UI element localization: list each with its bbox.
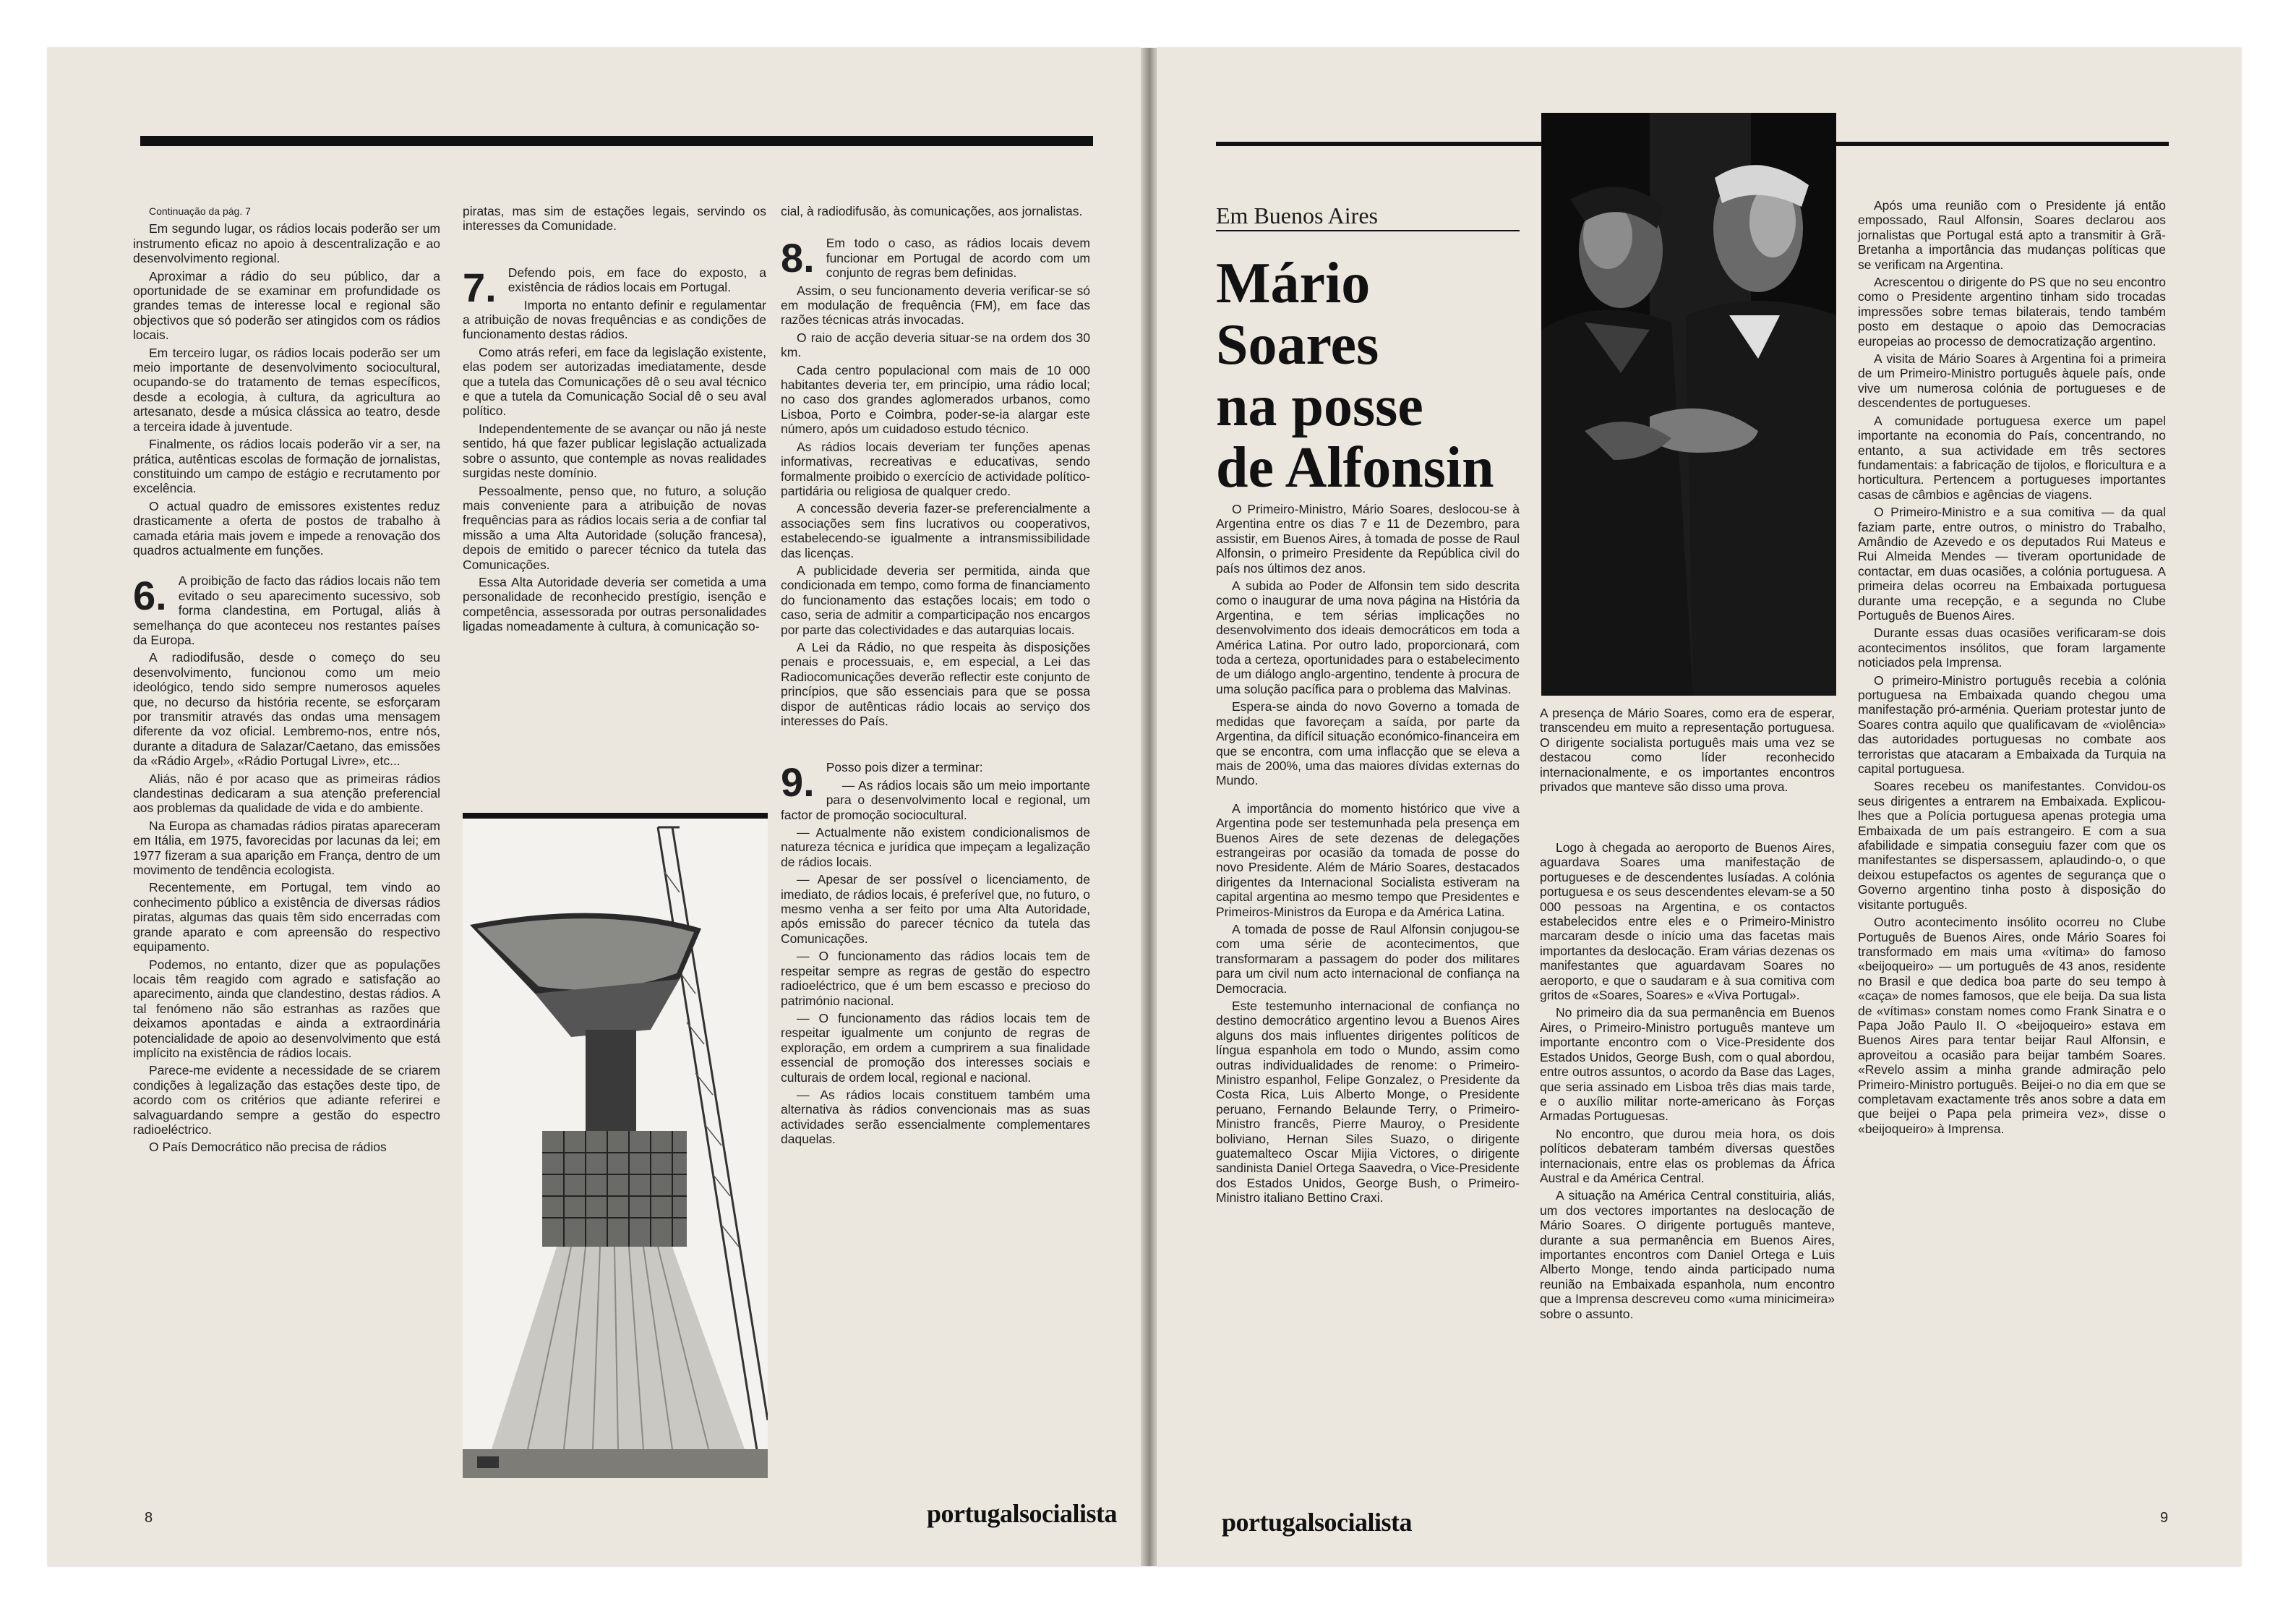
paragraph: Pessoalmente, penso que, no futuro, a solução mais conveniente para a atribuição de novas frequências para as rádios locais seria a de confiar tal missão a uma Alta Autoridade (solução francesa), depois de emitido o parecer técnico da tutela das Comunicações.: [463, 483, 766, 572]
antenna-illustration: [463, 813, 768, 1478]
headline-line: na posse: [1216, 375, 1423, 438]
right-column-3: [1858, 198, 2166, 1139]
paragraph: A concessão deveria fazer-se preferencialmente a associações sem fins lucrativos ou cooperativos, estabelecendo-se igualmente a intransmissibilidade das licenças.: [781, 501, 1090, 560]
soares-alfonsin-photo: [1541, 113, 1836, 696]
right-column-1: [1216, 502, 1520, 1208]
paragraph: piratas, mas sim de estações legais, servindo os interesses da Comunidade.: [463, 204, 766, 234]
brand-footer-left: portugalsocialista: [927, 1499, 1118, 1528]
section-number: 7.: [463, 264, 497, 310]
paragraph: Recentemente, em Portugal, tem vindo ao conhecimento público a existência de diversas rádios piratas, algumas das quais têm sido encerradas com grande aparato e com apreensão do respectivo equipamento.: [133, 880, 440, 955]
top-rule: [140, 136, 1093, 146]
paragraph: Em segundo lugar, os rádios locais poderão ser um instrumento eficaz no apoio à descentralização e ao desenvolvimento regional.: [133, 221, 440, 266]
paragraph: Essa Alta Autoridade deveria ser cometida a uma personalidade de reconhecido prestígio, isenção e competência, assessorada por outras personalidades ligadas nomeadamente à cultura, à comunicação so-: [463, 574, 766, 634]
paragraph: Podemos, no entanto, dizer que as populações locais têm reagido com agrado e satisfação ao aparecimento, ainda que clandestino, destas rádios. A tal fenómeno não são estranhas as razões que deixamos apontadas e ainda a extraordinária potencialidade de apoio ao desenvolvimento que está implícito na existência de rádios locais.: [133, 957, 440, 1060]
paragraph: Assim, o seu funcionamento deveria verificar-se só em modulação de frequência (FM), em face das razões técnicas atrás invocadas.: [781, 283, 1090, 328]
paragraph: Independentemente de se avançar ou não já neste sentido, há que fazer publicar legislação actualizada sobre o assunto, que contemple as novas realidades surgidas neste domínio.: [463, 421, 766, 481]
right-column-2: [1540, 840, 1835, 1324]
paragraph: Na Europa as chamadas rádios piratas apareceram em Itália, em 1975, favorecidas por lacunas da lei; em 1977 fizeram a sua aparição em França, dentro de um movimento de tendência ecologista.: [133, 818, 440, 878]
continuation-note: Continuação da pág. 7: [149, 205, 251, 217]
caption-text: A presença de Mário Soares, como era de esperar, transcendeu em muito a representação portuguesa. O dirigente socialista português mais uma vez se destacou como líder reconhecido internacionalmente, e os importantes encontros privados que manteve são disso uma prova.: [1540, 706, 1835, 795]
paragraph: Posso pois dizer a terminar:: [826, 760, 983, 775]
paragraph: O primeiro-Ministro português recebia a colónia portuguesa na Embaixada quando chegou uma manifestação pró-arménia. Queriam protestar junto de Soares contra aquilo que qualificavam de «violência» das autoridades portuguesas no combate aos terroristas que atacaram a Embaixada da Turquia na capital portuguesa.: [1858, 673, 2166, 777]
paragraph: Logo à chegada ao aeroporto de Buenos Aires, aguardava Soares uma manifestação de portugueses e de descendentes lusíadas. A colónia portuguesa e os seus descendentes elevam-se a 50 000 pessoas na Argentina, e os contactos estabelecidos entre eles e o Primeiro-Ministro marcaram desde o início uma das facetas mais importantes da deslocação. Eram várias dezenas os manifestantes que aguardavam Soares no aeroporto, e que o saudaram e à sua comitiva com gritos de «Soares, Soares» e «Viva Portugal».: [1540, 840, 1835, 1003]
paragraph: O Primeiro-Ministro, Mário Soares, deslocou-se à Argentina entre os dias 7 e 11 de Dezembro, para assistir, em Buenos Aires, à tomada de posse de Raul Alfonsin, o primeiro Presidente da República civil do país nos últimos dez anos.: [1216, 502, 1520, 576]
left-column-2: [463, 204, 766, 637]
paragraph: Parece-me evidente a necessidade de se criarem condições à legalização das estações deste tipo, de acordo com os critérios que adiante referirei e salvaguardando sempre a gestão do espectro radioeléctrico.: [133, 1063, 440, 1137]
photo-caption: [1540, 706, 1835, 794]
paragraph: A subida ao Poder de Alfonsin tem sido descrita como o inaugurar de uma nova página na História da Argentina, e tem sérias implicações no desenvolvimento dos ideais democráticos em toda a América Latina. Por outro lado, proporcionará, com toda a certeza, oportunidades para o estabelecimento de um diálogo anglo-argentino, tendente à procura de uma solução pacífica para o problema das Malvinas.: [1216, 579, 1520, 696]
section-number: 6.: [133, 573, 167, 619]
paragraph: A visita de Mário Soares à Argentina foi a primeira de um Primeiro-Ministro português àquele país, onde vive um numerosa colónia de portugueses e de descendentes de portugueses.: [1858, 351, 2166, 411]
paragraph: Espera-se ainda do novo Governo a tomada de medidas que favoreçam a saída, por parte da Argentina, da difícil situação económico-financeira em que se encontra, com uma inflacção que se eleva a mais de 200%, uma das maiores dívidas externas do Mundo.: [1216, 699, 1520, 788]
paragraph: A importância do momento histórico que vive a Argentina pode ser testemunhada pela presença em Buenos Aires de sete dezenas de delegações estrangeiras por ocasião da tomada de posse do novo Presidente. Além de Mário Soares, destacados dirigentes da Internacional Socialista estiveram na capital argentina ao mesmo tempo que Presidentes e Primeiros-Ministros da Europa e da América Latina.: [1216, 801, 1520, 919]
paragraph: Importa no entanto definir e regulamentar a atribuição de novas frequências e as condições de funcionamento destas rádios.: [463, 297, 766, 342]
paragraph: As rádios locais deveriam ter funções apenas informativas, recreativas e educativas, sendo formalmente proibido o exercício de actividade político-partidária ou religiosa de qualquer credo.: [781, 439, 1090, 498]
brand-footer-right: portugalsocialista: [1222, 1508, 1413, 1537]
paragraph: Aproximar a rádio do seu público, dar a oportunidade de se examinar em profundidade os grandes temas de interesse local e regional são objectivos que só poderão ser atingidos com os rádios locais.: [133, 268, 440, 343]
paragraph: Soares recebeu os manifestantes. Convidou-os seus dirigentes a entrarem na Embaixada. Explicou-lhes que a Polícia portuguesa apenas protegia uma Embaixada de um país estrangeiro. E com a sua afabilidade e simpatia conseguiu fazer com que os manifestantes se dispersassem, aplaudindo-o, o que deixou estupefactos os agentes de segurança que o Governo argentino tinha posto à disposição do visitante português.: [1858, 779, 2166, 912]
section-number: 8.: [781, 235, 815, 281]
paragraph: — O funcionamento das rádios locais tem de respeitar igualmente um conjunto de regras de exploração, em ordem a cumprirem a sua finalidade essencial de promoção dos interesses sociais e culturais de ordem local, regional e nacional.: [781, 1010, 1090, 1085]
paragraph: cial, à radiodifusão, às comunicações, aos jornalistas.: [781, 204, 1083, 218]
paragraph: O País Democrático não precisa de rádios: [149, 1140, 387, 1155]
top-rule: [1216, 142, 1541, 146]
paragraph: Em todo o caso, as rádios locais devem funcionar em Portugal de acordo com um conjunto de regras bem definidas.: [826, 236, 1090, 281]
top-rule: [1836, 142, 2169, 146]
page-number-left: 8: [145, 1510, 153, 1526]
paragraph: A radiodifusão, desde o começo do seu desenvolvimento, funcionou como um meio ideológico, tendo sido sempre numerosos aqueles que, no decurso da história recente, se esforçaram por transmitir através das ondas uma mensagem diferente da voz oficial. Lembremo-nos, entre nós, durante a ditadura de Salazar/Caetano, das emissões da «Rádio Argel», «Rádio Portugal Livre», etc...: [133, 650, 440, 769]
paragraph: O raio de acção deveria situar-se na ordem dos 30 km.: [781, 330, 1090, 360]
paragraph: Finalmente, os rádios locais poderão vir a ser, na prática, autênticas escolas de formação de jornalistas, constituindo um campo de estágio e recrutamento por excelência.: [133, 437, 440, 496]
paragraph: Aliás, não é por acaso que as primeiras rádios clandestinas dedicaram a sua atenção preferencial aos problemas da qualidade de vida e do ambiente.: [133, 771, 440, 816]
photo-illustration: [1541, 113, 1836, 696]
paragraph: Em terceiro lugar, os rádios locais poderão ser um meio importante de desenvolvimento sociocultural, ocupando-se do tratamento de temas específicos, desde a ecologia, à cultura, da agricultura ao artesanato, desde a música clássica ao teatro, desde a terceira idade à juventude.: [133, 345, 440, 434]
paragraph: Acrescentou o dirigente do PS que no seu encontro como o Presidente argentino tinham sido trocadas impressões sobre temas bilaterais, tendo também posto em destaque o apoio das Democracias europeias ao processo de democratização argentino.: [1858, 275, 2166, 349]
left-column-3: [781, 204, 1090, 1150]
paragraph: O Primeiro-Ministro e a sua comitiva — da qual faziam parte, entre outros, o ministro do Trabalho, Amândio de Azevedo e os deputados Rui Mateus e Rui Almeida Mendes — tiveram oportunidade de contactar, em duas ocasiões, a colónia portuguesa. A primeira delas ocorreu na Embaixada portuguesa durante uma recepção, e a segunda no Clube Português de Buenos Aires.: [1858, 505, 2166, 623]
paragraph: A publicidade deveria ser permitida, ainda que condicionada em tempo, como forma de financiamento do funcionamento das estações locais; em todo o caso, seria de admitir a comparticipação nos encargos por parte das colectividades e das autarquias locais.: [781, 563, 1090, 637]
paragraph: Defendo pois, em face do exposto, a existência de rádios locais em Portugal.: [507, 265, 766, 295]
paragraph: — Apesar de ser possível o licenciamento, de imediato, de rádios locais, é preferível que, no futuro, o mesmo venha a ser feito por uma Alta Autoridade, após emissão do parecer técnico da tutela das Comunicações.: [781, 872, 1090, 946]
headline-line: Soares: [1216, 313, 1379, 377]
paragraph: Este testemunho internacional de confiança no destino democrático argentino levou a Buenos Aires alguns dos mais influentes dirigentes políticos de língua espanhola em todo o Mundo, assim como outras individualidades de renome: o Primeiro-Ministro espanhol, Felipe Gonzalez, o Presidente da Costa Rica, Luis Alberto Monge, o Presidente peruano, Fernando Belaunde Terry, o Primeiro-Ministro francês, Pierre Mauroy, o Presidente boliviano, Hernan Siles Suazo, o dirigente guatemalteco Oscar Mijia Victores, o dirigente sandinista Daniel Ortega Saavedra, o Vice-Presidente dos Estados Unidos, George Bush, o Primeiro-Ministro italiano Bettino Craxi.: [1216, 999, 1520, 1205]
section-number: 9.: [781, 759, 815, 806]
paragraph: Após uma reunião com o Presidente já então empossado, Raul Alfonsin, Soares declarou aos jornalistas que Portugal está apto a transmitir à Grã-Bretanha a importância das mudanças políticas que se verificam na Argentina.: [1858, 198, 2166, 272]
headline-line: de Alfonsin: [1216, 436, 1494, 500]
page-number-right: 9: [2160, 1510, 2169, 1526]
paragraph: Durante essas duas ocasiões verificaram-se dois acontecimentos insólitos, que foram largamente noticiados pela Imprensa.: [1858, 626, 2166, 670]
paragraph: Outro acontecimento insólito ocorreu no Clube Português de Buenos Aires, onde Mário Soares foi transformado em mais uma «vítima» do famoso «beijoqueiro» — um português de 43 anos, residente no Brasil e que dedica boa parte do seu tempo à «caça» de nomes famosos, que ele beija. Da sua lista de «vítimas» constam nomes como Frank Sinatra e o Papa João Paulo II. O «beijoqueiro» estava em Buenos Aires para tentar beijar Raul Alfonsin, e aproveitou a ocasião para beijar também Soares. «Revelo assim a minha grande admiração pelo Primeiro-Ministro português. Beijei-o no dia em que se completavam exactamente três anos sobre a data em que beijei o Papa pela primeira vez», disse o «beijoqueiro» à Imprensa.: [1858, 915, 2166, 1136]
paragraph: — As rádios locais são um meio importante para o desenvolvimento local e regional, um factor de promoção sociocultural.: [781, 777, 1090, 822]
paragraph: A Lei da Rádio, no que respeita às disposições penais e processuais, e, em especial, a Lei das Radiocomunicações deverão reflectir este conjunto de princípios, que são essenciais para que se possa dispor de autênticas rádio locais ao serviço dos interesses do País.: [781, 639, 1090, 728]
antenna-photo: [463, 813, 768, 1478]
paragraph: — Actualmente não existem condicionalismos de natureza técnica e jurídica que impeçam a legalização de rádios locais.: [781, 825, 1090, 869]
paragraph: A comunidade portuguesa exerce um papel importante na economia do País, concentrando, no entanto, a sua actividade em três sectores fundamentais: a fabricação de tijolos, e floricultura e a horticultura. Pertencem a portugueses importantes casas de câmbios e agências de viagens.: [1858, 413, 2166, 502]
paragraph: A situação na América Central constituiria, aliás, um dos vectores importantes na deslocação de Mário Soares. O dirigente português manteve, durante a sua permanência em Buenos Aires, importantes encontros com Daniel Ortega e Luis Alberto Monge, tendo ainda participado numa reunião na Embaixada espanhola, num encontro que a Imprensa descreveu como «uma minicimeira» sobre o assunto.: [1540, 1188, 1835, 1321]
paragraph: No primeiro dia da sua permanência em Buenos Aires, o Primeiro-Ministro português manteve um importante encontro com o Vice-Presidente dos Estados Unidos, George Bush, com o qual abordou, entre outros assuntos, o acordo da Base das Lages, que seria assinado em Lisboa três dias mais tarde, e o auxílio militar norte-americano às Forças Armadas Portuguesas.: [1540, 1005, 1835, 1124]
article-kicker: Em Buenos Aires: [1216, 201, 1520, 231]
paragraph: A proibição de facto das rádios locais não tem evitado o seu aparecimento sucessivo, sob forma clandestina, em Portugal, aliás à semelhança do que aconteceu nos restantes países da Europa.: [133, 573, 440, 647]
article-headline: [1216, 253, 1534, 499]
paragraph: No encontro, que durou meia hora, os dois políticos debateram também diversas questões internacionais, entre elas os problemas da África Austral e da América Central.: [1540, 1126, 1835, 1185]
page-gutter: [1141, 48, 1157, 1566]
left-column-1: [133, 204, 440, 1158]
paragraph: A tomada de posse de Raul Alfonsin conjugou-se com uma série de acontecimentos, que transformaram a passagem do poder dos militares para um civil num acto internacional de confiança na Democracia.: [1216, 921, 1520, 996]
headline-line: Mário: [1216, 252, 1371, 315]
paragraph: O actual quadro de emissores existentes reduz drasticamente a oferta de postos de trabalho à camada etária mais jovem e impede a renovação dos quadros actualmente em funções.: [133, 498, 440, 558]
paragraph: — O funcionamento das rádios locais tem de respeitar sempre as regras de gestão do espectro radioeléctrico, que é um bem escasso e precioso do património nacional.: [781, 949, 1090, 1008]
paragraph: Como atrás referi, em face da legislação existente, elas podem ser autorizadas imediatamente, desde que a tutela das Comunicações dê o seu aval técnico e que a tutela da Comunicação Social dê o seu aval político.: [463, 344, 766, 419]
paragraph: — As rádios locais constituem também uma alternativa às rádios convencionais mas as suas actividades serão essencialmente complementares daquelas.: [781, 1087, 1090, 1147]
paragraph: Cada centro populacional com mais de 10 000 habitantes deveria ter, em princípio, uma rádio local; no caso dos grandes aglomerados urbanos, como Lisboa, Porto e Coimbra, poder-se-ia alargar este número, após um cuidadoso estudo técnico.: [781, 362, 1090, 437]
